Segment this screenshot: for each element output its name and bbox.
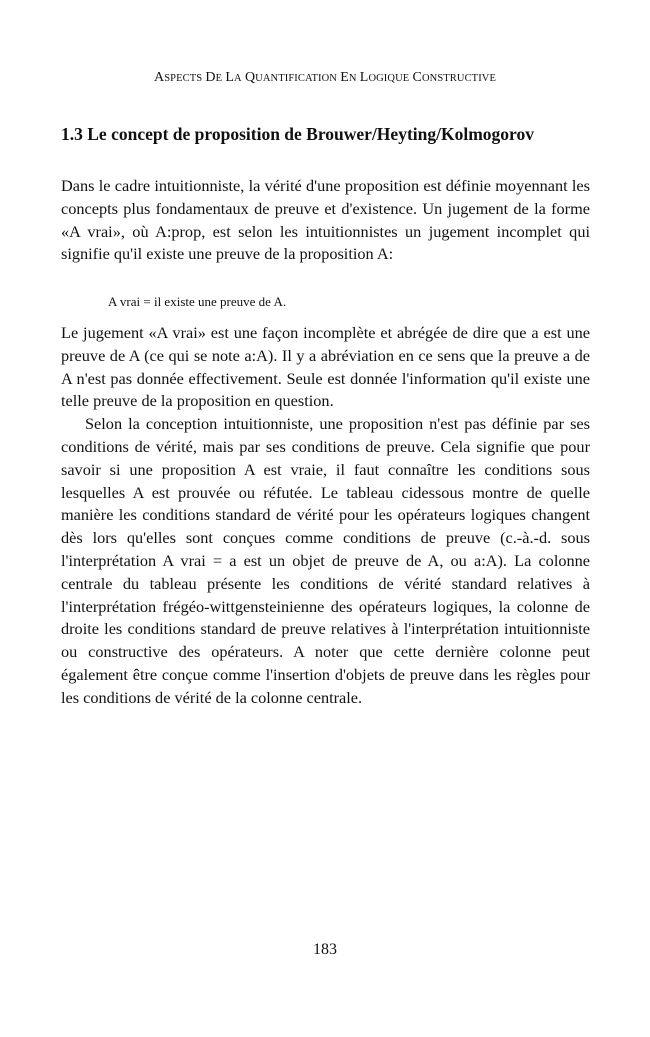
running-head-word: DE: [205, 70, 223, 85]
section-title: 1.3 Le concept de proposition de Brouwer/Heyting/Kolmogorov: [61, 124, 534, 144]
running-head-word: QUANTIFICATION: [244, 70, 337, 85]
paragraph-intro: [61, 175, 590, 266]
running-head-word: LA: [225, 70, 242, 85]
paragraph: Selon la conception intuitionniste, une proposition n'est pas définie par ses conditions de vérité, mais par ses conditions de preuve. Cela signifie que pour savoir si une proposition A est vraie, il faut connaître les conditions sous lesquelles A est prouvée ou réfutée. Le tableau cidessous montre de quelle manière les conditions standard de vérité pour les opérateurs logiques changent dès lors qu'elles sont conçues comme conditions de preuve (c.-à.-d. sous l'interprétation A vrai = a est un objet de preuve de A, ou a:A). La colonne centrale du tableau présente les conditions de vérité standard relatives à l'interprétation frégéo-wittgensteinienne des opérateurs logiques, la colonne de droite les conditions standard de preuve relatives à l'interprétation intuitionniste ou constructive des opérateurs. A noter que cette dernière colonne peut également être conçue comme l'insertion d'objets de preuve dans les règles pour les conditions de vérité de la colonne centrale.: [61, 414, 590, 707]
running-head: [0, 70, 650, 86]
paragraph: Dans le cadre intuitionniste, la vérité d'une proposition est définie moyennant les concepts plus fondamentaux de preuve et d'existence. Un jugement de la forme «A vrai», où A:prop, est selon les intuitionnistes un jugement incomplet qui signifie qu'il existe une preuve de la proposition A:: [61, 176, 590, 264]
page-number: 183: [313, 941, 337, 958]
running-head-word: CONSTRUCTIVE: [412, 70, 496, 85]
body-continuation: [61, 322, 590, 710]
running-head-word: LOGIQUE: [359, 70, 410, 85]
definition-line: A vrai = il existe une preuve de A.: [108, 294, 287, 309]
running-head-word: ASPECTS: [154, 70, 203, 85]
running-head-word: EN: [340, 70, 357, 85]
paragraph: Le jugement «A vrai» est une façon incomplète et abrégée de dire que a est une preuve de A (ce qui se note a:A). Il y a abréviation en ce sens que la preuve a de A n'est pas donnée effectivement. Seule est donnée l'information qu'il existe une telle preuve de la proposition en question.: [61, 323, 590, 411]
